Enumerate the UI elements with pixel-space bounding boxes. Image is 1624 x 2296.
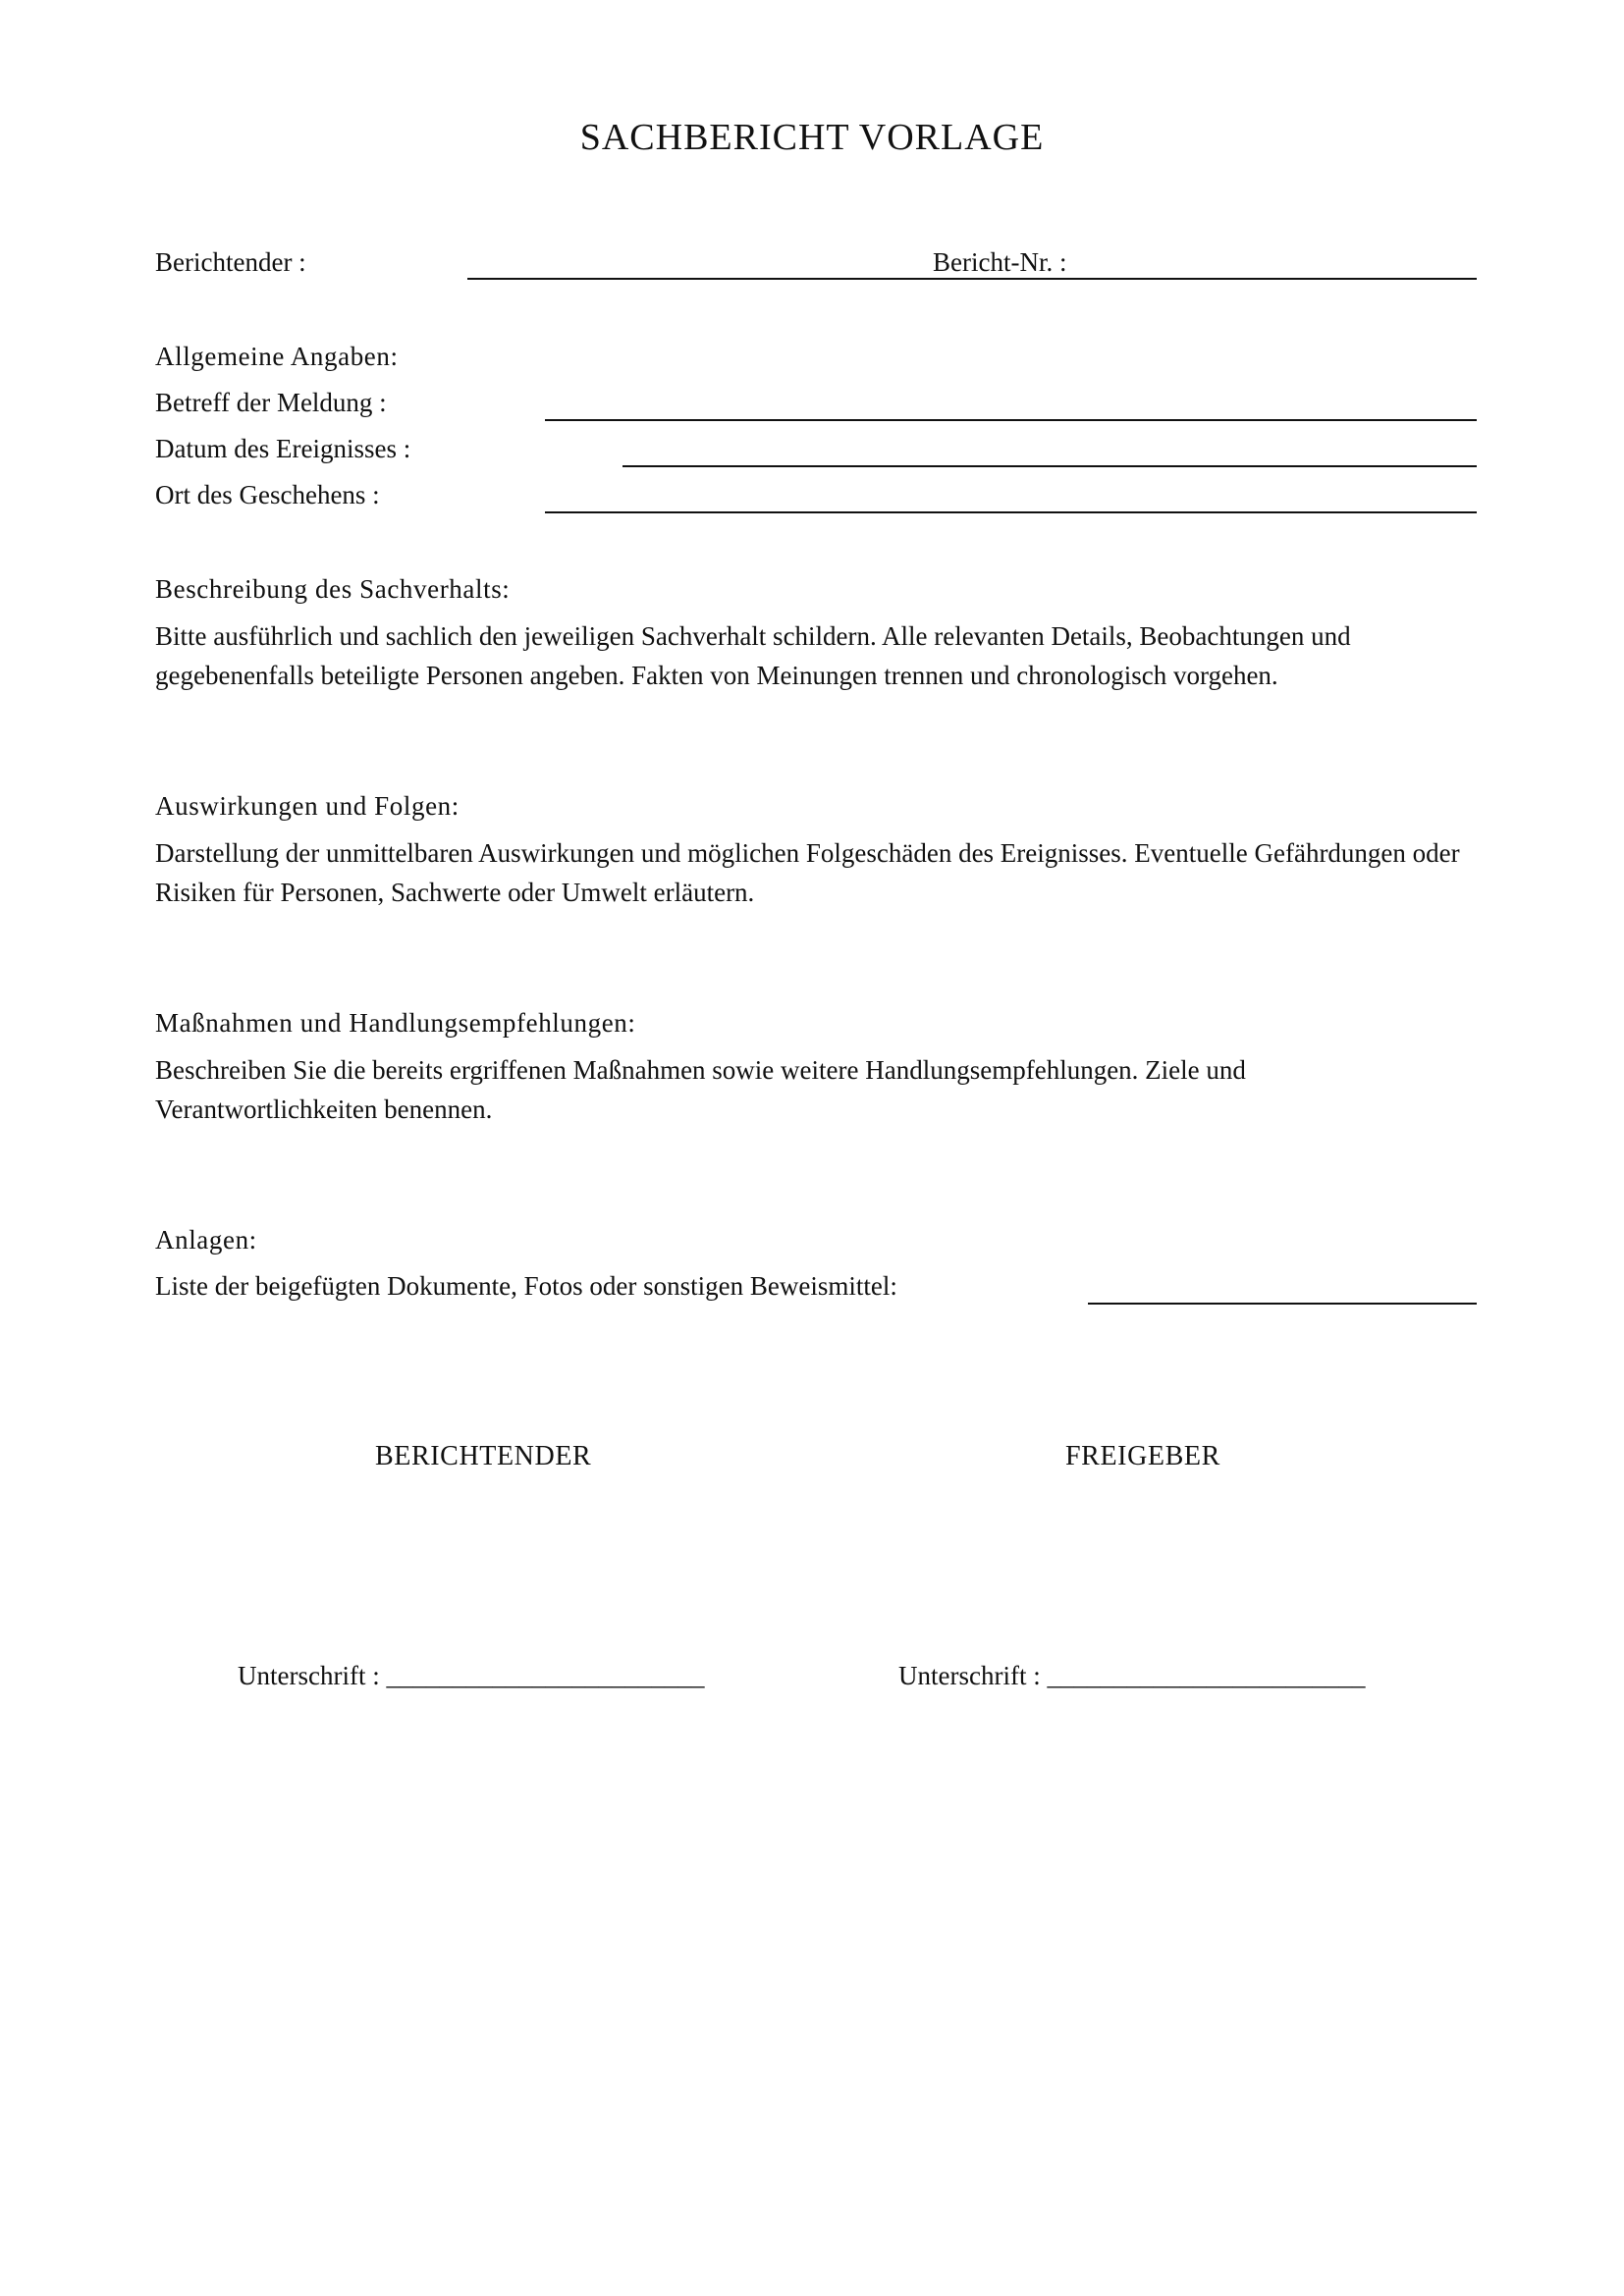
subject-field-line[interactable] bbox=[545, 419, 1477, 421]
attachments-text: Liste der beigefügten Dokumente, Fotos oder sonstigen Beweismittel: bbox=[155, 1271, 897, 1301]
measures-text: Beschreiben Sie die bereits ergriffenen Maßnahmen sowie weitere Handlungsempfehlungen. Ziele und Verantwortlichkeiten benennen. bbox=[155, 1055, 1246, 1124]
event-date-field-line[interactable] bbox=[623, 465, 1477, 467]
general-info-heading: Allgemeine Angaben: bbox=[155, 342, 399, 371]
approver-signature-role: FREIGEBER bbox=[1065, 1441, 1220, 1471]
measures-heading: Maßnahmen und Handlungsempfehlungen: bbox=[155, 1008, 636, 1038]
reporter-signature-field[interactable]: Unterschrift : ________________________ bbox=[238, 1661, 705, 1690]
subject-label: Betreff der Meldung : bbox=[155, 388, 387, 417]
event-date-label: Datum des Ereignisses : bbox=[155, 434, 411, 463]
reporter-signature-role: BERICHTENDER bbox=[375, 1441, 592, 1471]
attachments-heading: Anlagen: bbox=[155, 1225, 257, 1255]
description-heading: Beschreibung des Sachverhalts: bbox=[155, 574, 511, 604]
reporter-field-line[interactable] bbox=[467, 278, 1477, 280]
impact-heading: Auswirkungen und Folgen: bbox=[155, 791, 460, 821]
description-text: Bitte ausführlich und sachlich den jeweiligen Sachverhalt schildern. Alle relevanten Details, Beobachtungen und gegebenenfalls beteiligte Personen angeben. Fakten von Meinungen trennen und chronologisch vorgehen. bbox=[155, 621, 1351, 690]
reporter-label: Berichtender : bbox=[155, 247, 306, 277]
attachments-field-line[interactable] bbox=[1088, 1303, 1477, 1305]
location-field-line[interactable] bbox=[545, 511, 1477, 513]
report-number-label: Bericht-Nr. : bbox=[933, 247, 1067, 277]
location-label: Ort des Geschehens : bbox=[155, 480, 380, 509]
document-title: SACHBERICHT VORLAGE bbox=[579, 117, 1045, 158]
impact-text: Darstellung der unmittelbaren Auswirkungen und möglichen Folgeschäden des Ereignisses. Eventuelle Gefährdungen oder Risiken für Personen, Sachwerte oder Umwelt erläutern. bbox=[155, 838, 1460, 907]
approver-signature-field[interactable]: Unterschrift : ________________________ bbox=[898, 1661, 1366, 1690]
